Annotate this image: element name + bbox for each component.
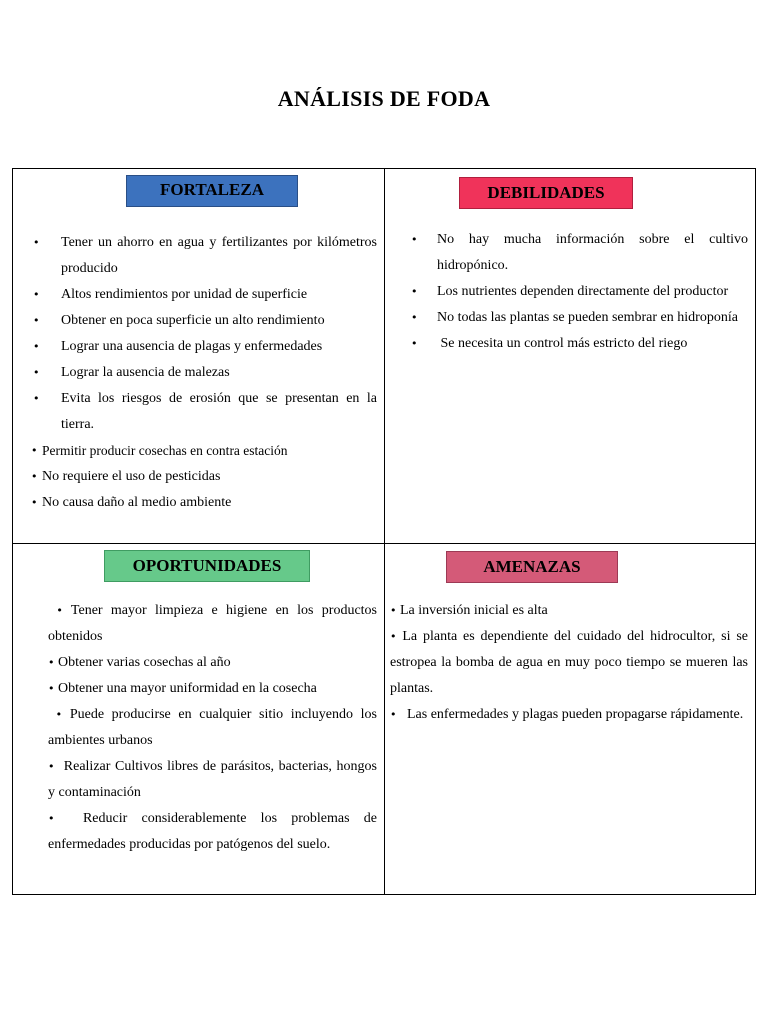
bullet-icon: •: [390, 604, 397, 617]
debilidades-section: [397, 227, 748, 357]
list-item: • No causa daño al medio ambiente: [20, 490, 377, 516]
amenazas-heading: AMENAZAS: [446, 551, 618, 583]
oportunidades-list: [48, 598, 377, 858]
debilidades-list: [397, 227, 748, 357]
bullet-icon: •: [411, 311, 418, 324]
list-item: • Puede producirse en cualquier sitio incluyendo los ambientes urbanos: [48, 707, 378, 748]
list-item: • Permitir producir cosechas en contra estación: [20, 438, 377, 464]
bullet-icon: •: [33, 392, 40, 405]
bullet-icon: •: [48, 812, 55, 825]
bullet-icon: •: [33, 314, 40, 327]
list-item: • Tener un ahorro en agua y fertilizantes por kilómetros producido: [20, 230, 377, 282]
list-item: • La planta es dependiente del cuidado del hidrocultor, si se estropea la bomba de agua en muy poco tiempo se mueren las plantas.: [390, 629, 748, 696]
list-item: • Evita los riesgos de erosión que se presentan en la tierra.: [20, 386, 377, 438]
bullet-icon: •: [411, 233, 418, 246]
bullet-icon: •: [33, 288, 40, 301]
list-item: • Obtener varias cosechas al año: [48, 655, 231, 670]
list-item: • Altos rendimientos por unidad de superficie: [20, 282, 377, 308]
bullet-icon: •: [411, 337, 418, 350]
debilidades-heading: DEBILIDADES: [459, 177, 633, 209]
list-item: • Tener mayor limpieza e higiene en los productos obtenidos: [48, 603, 377, 644]
bullet-icon: •: [33, 366, 40, 379]
grid-vertical-divider: [384, 169, 385, 894]
list-item: • Las enfermedades y plagas pueden propagarse rápidamente.: [390, 707, 744, 722]
list-item: • Obtener en poca superficie un alto rendimiento: [20, 308, 377, 334]
bullet-icon: •: [33, 236, 40, 249]
bullet-icon: •: [411, 285, 418, 298]
list-item: • Se necesita un control más estricto del riego: [397, 331, 748, 357]
grid-horizontal-divider: [13, 543, 755, 544]
fortaleza-section: [20, 230, 377, 516]
bullet-icon: •: [48, 656, 55, 669]
bullet-icon: •: [55, 708, 63, 721]
amenazas-section: [390, 598, 748, 728]
fortaleza-list: [20, 230, 377, 516]
oportunidades-section: [48, 598, 377, 858]
bullet-icon: •: [48, 682, 55, 695]
list-item: • Lograr una ausencia de plagas y enfermedades: [20, 334, 377, 360]
list-item: • No requiere el uso de pesticidas: [20, 464, 377, 490]
list-item: • Los nutrientes dependen directamente del productor: [397, 279, 748, 305]
bullet-icon: •: [31, 496, 38, 509]
bullet-icon: •: [31, 444, 38, 457]
oportunidades-heading: OPORTUNIDADES: [104, 550, 310, 582]
page-title: ANÁLISIS DE FODA: [277, 86, 491, 111]
list-item: • Realizar Cultivos libres de parásitos, bacterias, hongos y contaminación: [48, 759, 377, 800]
amenazas-list: [390, 598, 748, 728]
list-item: • Reducir considerablemente los problemas de enfermedades producidas por patógenos del suelo.: [48, 811, 377, 852]
bullet-icon: •: [48, 760, 55, 773]
list-item: • No todas las plantas se pueden sembrar en hidroponía: [397, 305, 748, 331]
bullet-icon: •: [31, 470, 38, 483]
list-item: • No hay mucha información sobre el cultivo hidropónico.: [397, 227, 748, 279]
list-item: • La inversión inicial es alta: [390, 603, 548, 618]
bullet-icon: •: [56, 604, 63, 617]
bullet-icon: •: [390, 708, 397, 721]
list-item: • Obtener una mayor uniformidad en la cosecha: [48, 681, 317, 696]
bullet-icon: •: [33, 340, 40, 353]
bullet-icon: •: [390, 630, 397, 643]
list-item: • Lograr la ausencia de malezas: [20, 360, 377, 386]
fortaleza-heading: FORTALEZA: [126, 175, 298, 207]
